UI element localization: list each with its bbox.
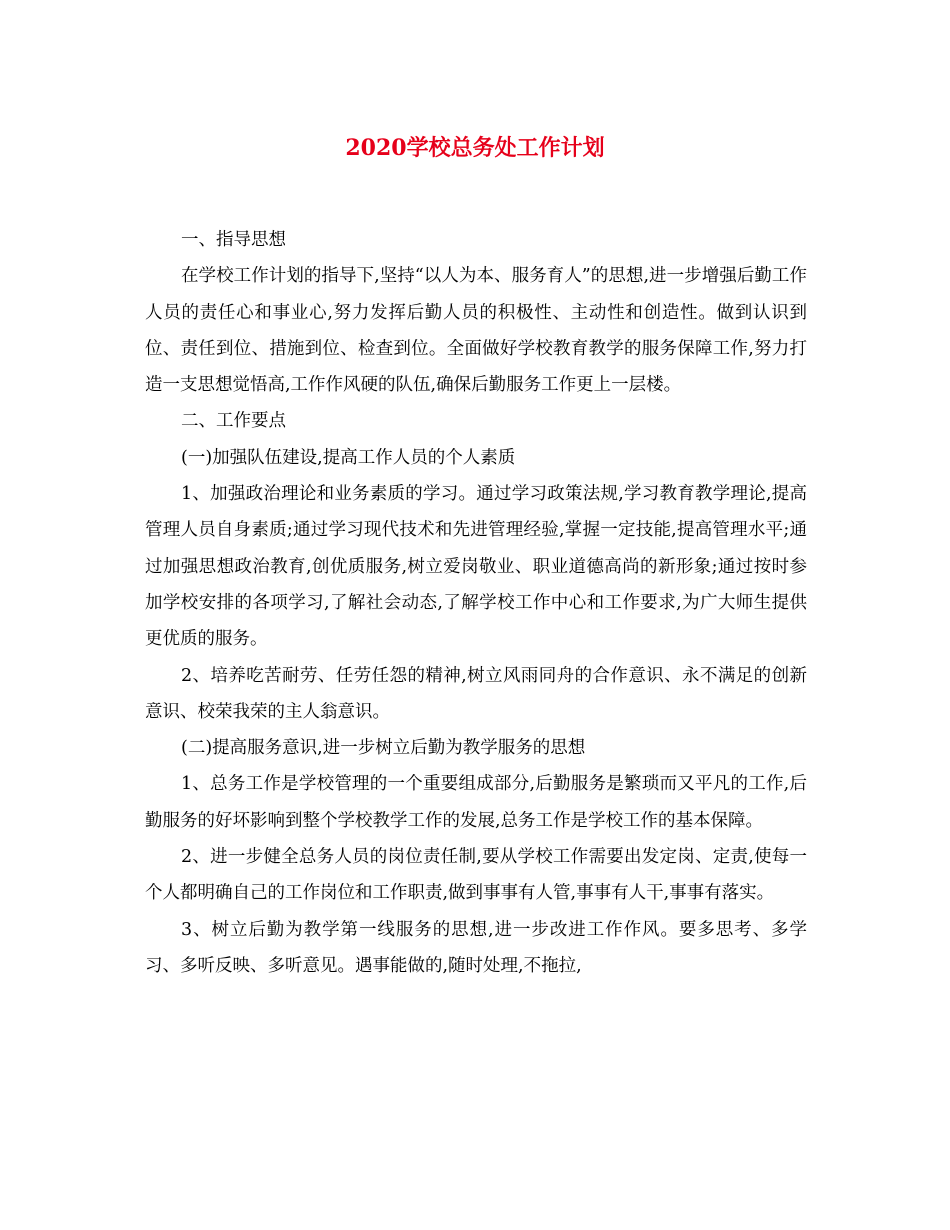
paragraph-item-2-spirit: 2、培养吃苦耐劳、任劳任怨的精神,树立风雨同舟的合作意识、永不满足的创新意识、校荣我荣的主人翁意识。 [145, 665, 807, 722]
document-body [145, 222, 807, 984]
paragraph-item-3-service: 3、树立后勤为教学第一线服务的思想,进一步改进工作作风。要多思考、多学习、多听反映、多听意见。遇事能做的,随时处理,不拖拉, [145, 919, 807, 976]
heading-work-points: 二、工作要点 [181, 411, 286, 432]
subheading-team-building: (一)加强队伍建设,提高工作人员的个人素质 [181, 447, 516, 468]
paragraph-item-1-general-affairs: 1、总务工作是学校管理的一个重要组成部分,后勤服务是繁琐而又平凡的工作,后勤服务的好坏影响到整个学校教学工作的发展,总务工作是学校工作的基本保障。 [145, 774, 807, 831]
document-title: 2020学校总务处工作计划 [345, 135, 605, 161]
paragraph-guiding-ideology: 在学校工作计划的指导下,坚持“以人为本、服务育人”的思想,进一步增强后勤工作人员的责任心和事业心,努力发挥后勤人员的积极性、主动性和创造性。做到认识到位、责任到位、措施到位、检查到位。全面做好学校教育教学的服务保障工作,努力打造一支思想觉悟高,工作作风硬的队伍,确保后勤服务工作更上一层楼。 [145, 266, 807, 396]
paragraph-item-1-study: 1、加强政治理论和业务素质的学习。通过学习政策法规,学习教育教学理论,提高管理人员自身素质;通过学习现代技术和先进管理经验,掌握一定技能,提高管理水平;通过加强思想政治教育,创优质服务,树立爱岗敬业、职业道德高尚的新形象;通过按时参加学校安排的各项学习,了解社会动态,了解学校工作中心和工作要求,为广大师生提供更优质的服务。 [145, 484, 807, 650]
heading-guiding-ideology: 一、指导思想 [181, 230, 286, 250]
subheading-service-awareness: (二)提高服务意识,进一步树立后勤为教学服务的思想 [181, 738, 586, 759]
paragraph-item-2-responsibility: 2、进一步健全总务人员的岗位责任制,要从学校工作需要出发定岗、定责,使每一个人都明确自己的工作岗位和工作职责,做到事事有人管,事事有人干,事事有落实。 [145, 847, 807, 904]
